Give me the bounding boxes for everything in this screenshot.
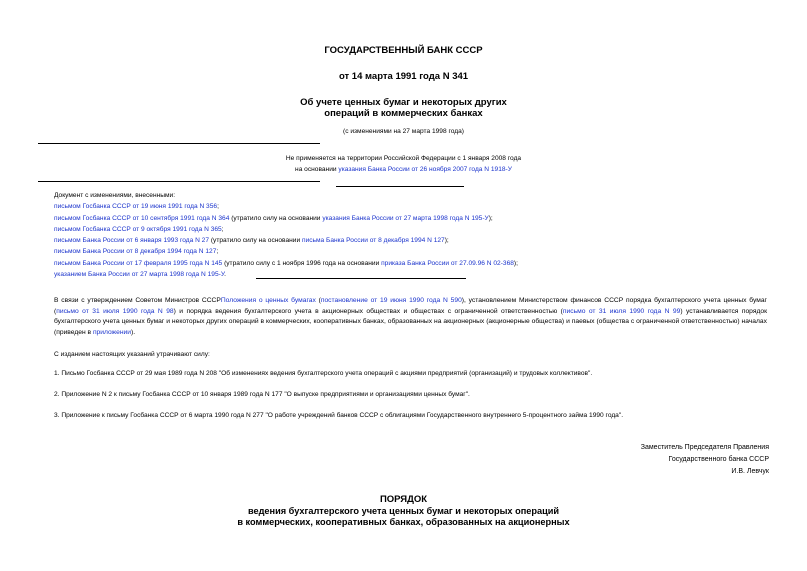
change-link[interactable]: письмом Госбанка СССР от 9 октября 1991 года N 365: [54, 225, 222, 233]
change-link-secondary[interactable]: приказа Банка России от 27.09.96 N 02-368: [381, 259, 514, 267]
preamble-text: ) устанавливается порядок бухгалтерского учета ценных бумаг и некоторых других операций в коммерческих, кооперативных банках, образованных на акционерных (акционерные общества) и паевых (общества с ограниченной ответственностью) началах (приведен в: [54, 307, 767, 336]
notice-prefix: на основании: [295, 166, 339, 173]
change-text: .: [224, 271, 226, 279]
change-tail: );: [444, 237, 449, 245]
signer-organization: Государственного банка СССР: [668, 456, 769, 463]
change-link[interactable]: письмом Госбанка СССР от 19 июня 1991 года N 356: [54, 203, 218, 211]
change-tail: );: [513, 259, 518, 267]
change-text: ;: [221, 225, 224, 233]
appendix-link[interactable]: приложении: [92, 328, 131, 336]
change-link-secondary[interactable]: письма Банка России от 8 декабря 1994 N 127: [302, 237, 445, 245]
change-item: [54, 201, 518, 212]
change-link-secondary[interactable]: указания Банка России от 27 марта 1998 года N 195-У: [322, 214, 489, 222]
document-date: от 14 марта 1991 года N 341: [338, 71, 469, 82]
amendment-note: (с изменениями на 27 марта 1998 года): [343, 128, 464, 135]
repeal-item-1: 1. Письмо Госбанка СССР от 29 мая 1989 года N 208 "Об изменениях ведения бухгалтерского учета операций с акциями предприятий (организаций) и трудовых коллективов".: [54, 370, 593, 377]
regulation-link[interactable]: Положения о ценных бумагах: [220, 297, 316, 304]
changes-intro: Документ с изменениями, внесенными:: [54, 192, 176, 199]
preamble-text: В связи с утверждением Советом Министров СССР: [54, 297, 221, 304]
appendix-title: ПОРЯДОК: [379, 494, 428, 505]
resolution-link[interactable]: постановление от 19 июня 1990 года N 590: [320, 297, 462, 304]
change-link[interactable]: письмом Госбанка СССР от 10 сентября 1991 года N 364: [54, 214, 230, 222]
appendix-subtitle-line2: в коммерческих, кооперативных банках, образованных на акционерных: [237, 517, 570, 527]
change-text: (утратило силу на основании: [209, 237, 302, 245]
changes-block: [54, 190, 518, 280]
divider: [38, 143, 320, 144]
document-title-line1: Об учете ценных бумаг и некоторых других: [300, 97, 507, 108]
signer-position: Заместитель Председателя Правления: [640, 444, 769, 451]
change-item: [54, 246, 518, 257]
signer-name: И.В. Левчук: [731, 468, 769, 475]
change-link[interactable]: указанием Банка России от 27 марта 1998 года N 195-У: [54, 271, 225, 279]
notice-line2: [0, 166, 807, 173]
repeal-intro: С изданием настоящих указаний утрачивают силу:: [54, 351, 210, 358]
notice-link[interactable]: указания Банка России от 26 ноября 2007 года N 1918-У: [338, 166, 512, 173]
issuer-title: ГОСУДАРСТВЕННЫЙ БАНК СССР: [324, 45, 483, 56]
appendix-subtitle-line1: ведения бухгалтерского учета ценных бумаг и некоторых операций: [247, 506, 560, 516]
change-link[interactable]: письмом Банка России от 17 февраля 1995 года N 145: [54, 259, 223, 267]
change-text: ;: [217, 203, 219, 211]
signature-block: [469, 442, 769, 478]
change-item: [54, 258, 518, 269]
change-item: [54, 224, 518, 235]
preamble-text: ).: [131, 328, 136, 336]
change-text: (утратило силу с 1 ноября 1996 года на основании: [222, 259, 382, 267]
repeal-item-2: 2. Приложение N 2 к письму Госбанка СССР от 10 января 1989 года N 177 "О выпуске предприятиями и организациями ценных бумаг".: [54, 391, 470, 398]
change-text: (утратило силу на основании: [229, 214, 323, 222]
letter-98-link[interactable]: письмо от 31 июля 1990 года N 98: [56, 307, 174, 315]
change-text: ;: [216, 248, 219, 256]
preamble-text: (: [315, 297, 321, 304]
divider: [336, 186, 464, 187]
document-title-line2: операций в коммерческих банках: [324, 108, 483, 119]
change-tail: );: [488, 214, 493, 222]
divider: [38, 181, 320, 182]
preamble-paragraph: [54, 296, 767, 338]
letter-99-link[interactable]: письмо от 31 июля 1990 года N 99: [562, 307, 681, 315]
change-link[interactable]: письмом Банка России от 6 января 1993 года N 27: [54, 237, 210, 245]
preamble-text: ), установлением Министерством финансов СССР порядка бухгалтерского учета ценных бумаг (: [54, 297, 767, 315]
notice-line1: Не применяется на территории Российской Федерации с 1 января 2008 года: [285, 155, 522, 162]
divider: [256, 278, 466, 279]
repeal-item-3: 3. Приложение к письму Госбанка СССР от 6 марта 1990 года N 277 "О работе учреждений банков СССР с облигациями Государственного внутреннего 5-процентного займа 1990 года".: [54, 412, 624, 419]
change-item: [54, 213, 518, 224]
preamble-text: ) и порядка ведения бухгалтерского учета в акционерных обществах и обществах с ограниченной ответственностью (: [173, 307, 563, 315]
change-link[interactable]: письмом Банка России от 8 декабря 1994 года N 127: [54, 248, 217, 256]
change-item: [54, 235, 518, 246]
